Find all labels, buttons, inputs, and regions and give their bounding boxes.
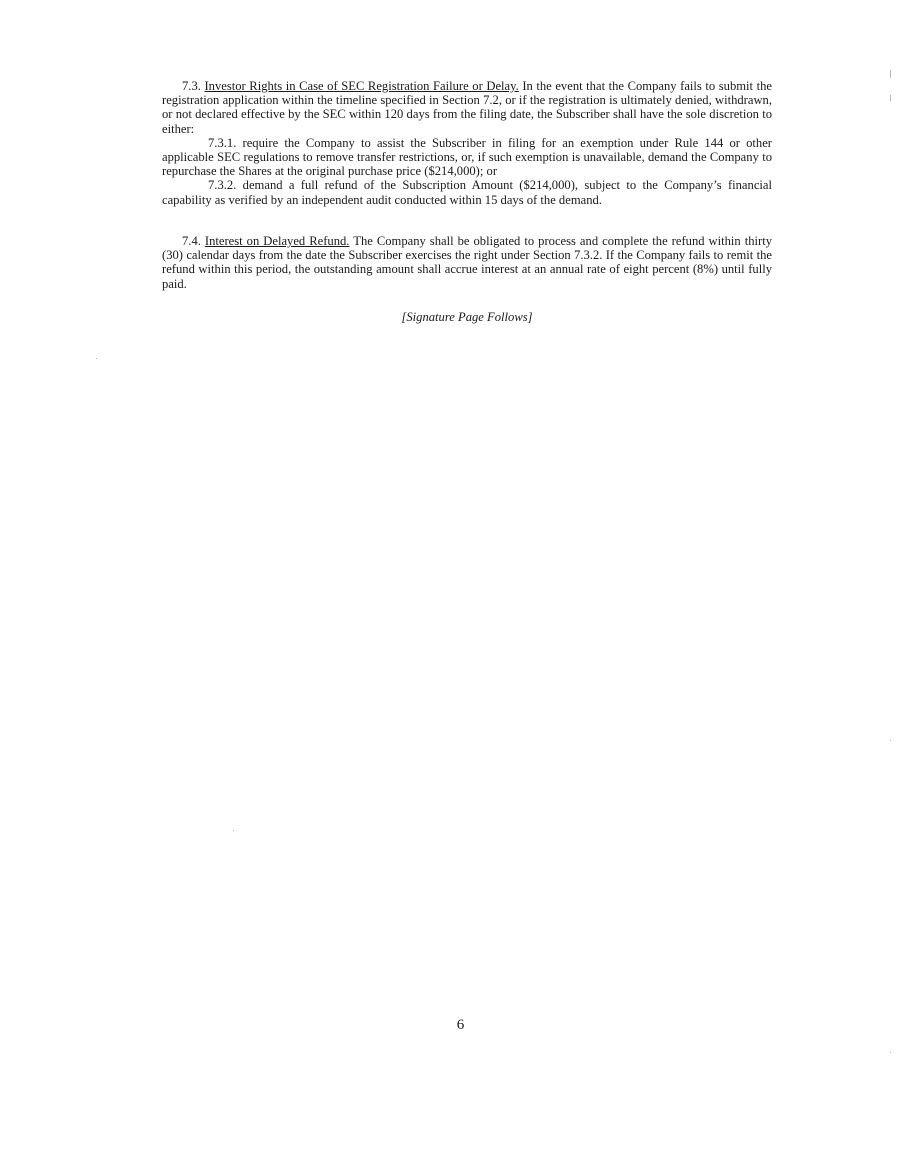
section-7-3-paragraph: [162, 79, 772, 136]
section-7-4-number: 7.4.: [182, 234, 205, 248]
section-7-4-body: The Company shall be obligated to process and complete the refund within thirty (30) calendar days from the date the Subscriber exercises the right under Section 7.3.2. If the Company fails to remit the refund within this period, the outstanding amount shall accrue interest at an annual rate of eight percent (8%) until fully paid.: [162, 234, 773, 291]
page-number: 6: [456, 1017, 465, 1033]
section-7-4-heading: Interest on Delayed Refund.: [204, 234, 350, 248]
signature-page-follows-note: [Signature Page Follows]: [401, 310, 533, 324]
scan-speck: [890, 95, 891, 101]
scan-speck: [890, 1052, 891, 1053]
scan-speck: [890, 740, 891, 741]
section-7-4-paragraph: [162, 234, 772, 291]
scan-speck: [96, 358, 97, 359]
section-7-4: [162, 234, 772, 291]
section-7-3: [162, 79, 772, 207]
scan-speck: [890, 70, 891, 78]
scan-speck: [233, 830, 234, 831]
section-7-3-2-item: 7.3.2. demand a full refund of the Subscription Amount ($214,000), subject to the Company’s financial capability as verified by an independent audit conducted within 15 days of the demand.: [162, 178, 772, 207]
section-7-3-heading: Investor Rights in Case of SEC Registration Failure or Delay.: [204, 79, 519, 93]
section-7-3-number: 7.3.: [182, 79, 205, 93]
section-7-3-1-item: 7.3.1. require the Company to assist the Subscriber in filing for an exemption under Rule 144 or other applicable SEC regulations to remove transfer restrictions, or, if such exemption is unavailable, demand the Company to repurchase the Shares at the original purchase price ($214,000); or: [162, 135, 772, 179]
section-7-3-body: In the event that the Company fails to submit the registration application within the timeline specified in Section 7.2, or if the registration is ultimately denied, withdrawn, or not declared effective by the SEC within 120 days from the filing date, the Subscriber shall have the sole discretion to either:: [162, 79, 772, 136]
